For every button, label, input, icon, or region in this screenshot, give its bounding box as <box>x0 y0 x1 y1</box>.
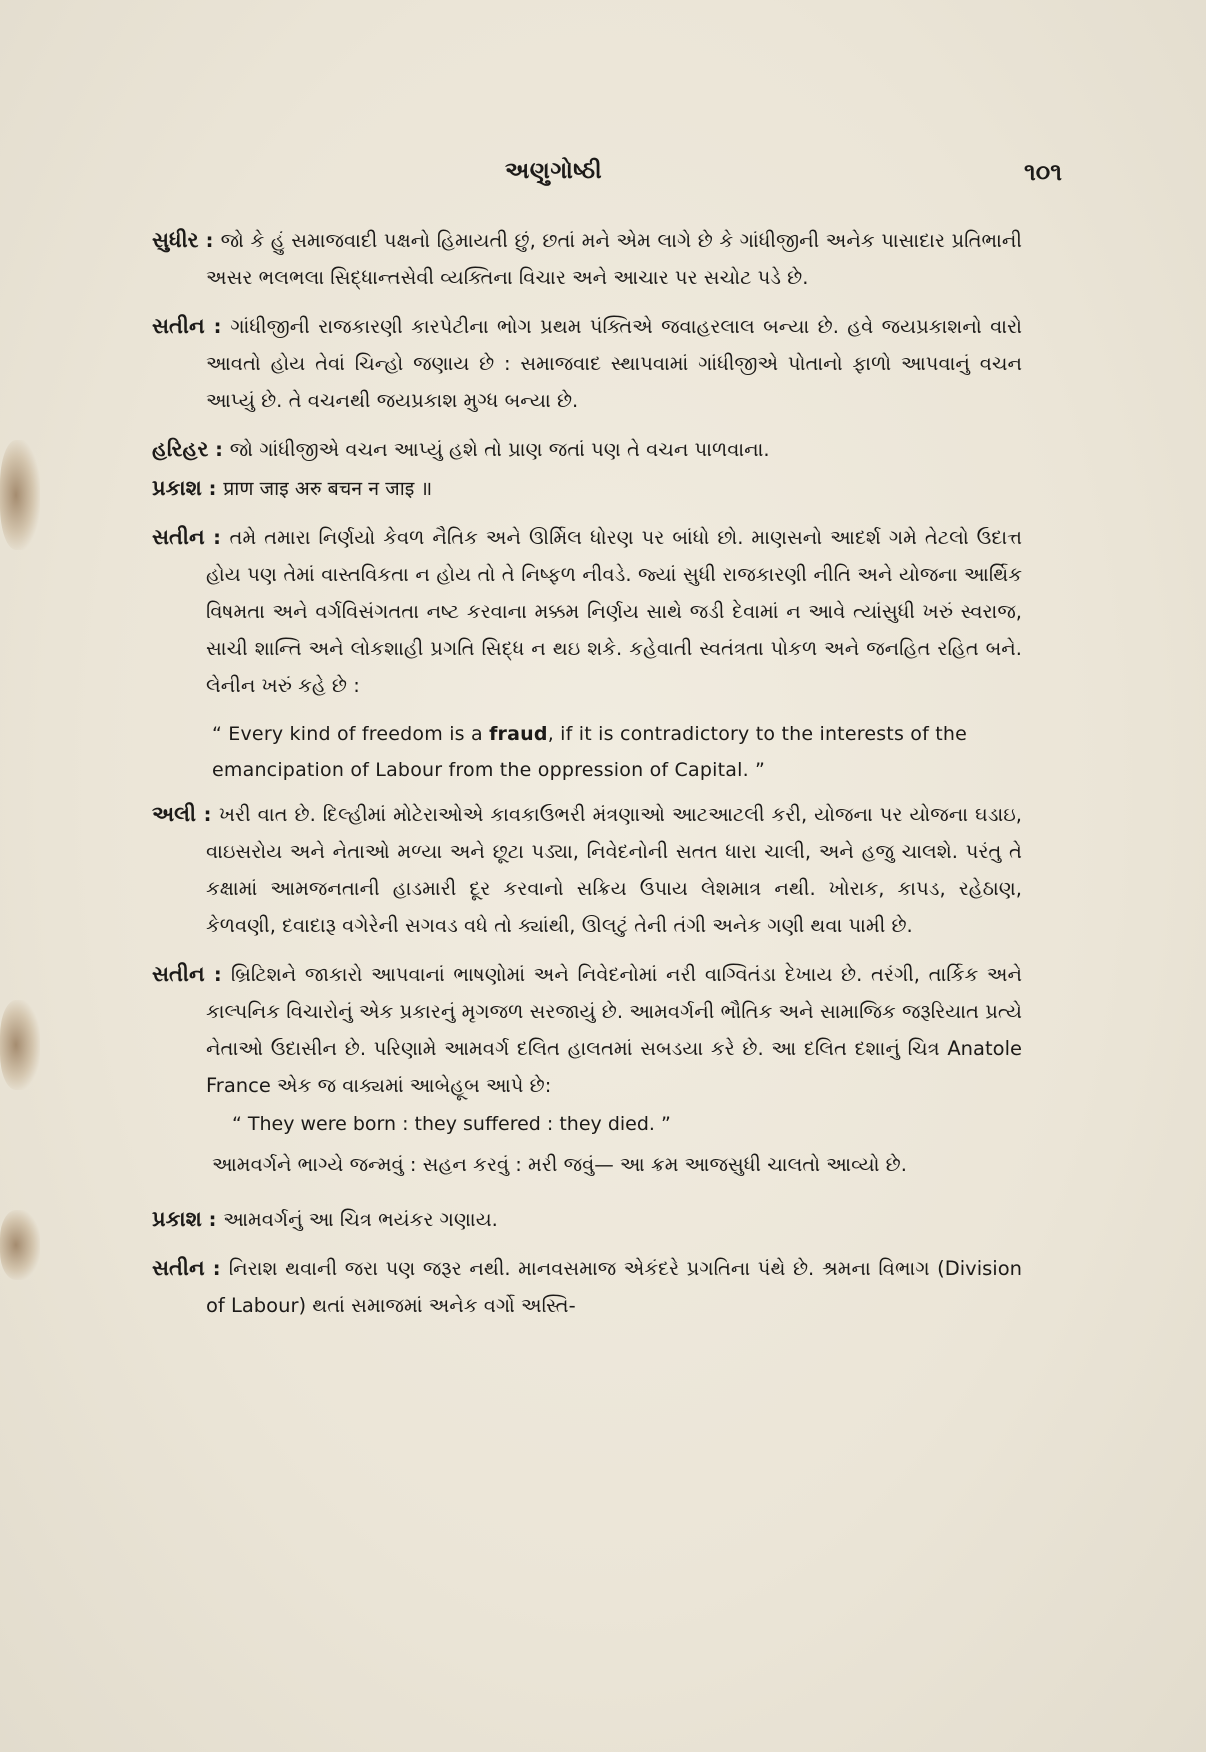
speaker-name: અલી <box>152 802 197 826</box>
page-header <box>150 158 1062 198</box>
dialogue-text: ખરી વાત છે. દિલ્હીમાં મોટેરાઓએ કાવકાઉભરી મંત્રણાઓ આટઆટલી કરી, યોજના પર યોજના ઘડાઇ, વાઇસરોય અને નેતાઓ મળ્યા અને છૂટા પડ્યા, નિવેદનોની સતત ધારા ચાલી, અને હજુ ચાલશે. પરંતુ તે કક્ષામાં આમજનતાની હાડમારી દૂર કરવાનો સક્રિય ઉપાય લેશમાત્ર નથી. ખોરાક, કાપડ, રહેઠાણ, કેળવણી, દવાદારૂ વગેરેની સગવડ વધે તો ક્યાંથી, ઊલટું તેની તંગી અનેક ગણી થવા પામી છે. <box>206 803 1022 937</box>
binding-stain <box>0 1210 40 1280</box>
dialogue-text: આમવર્ગનું આ ચિત્ર ભયંકર ગણાય. <box>223 1208 498 1231</box>
binding-stain <box>0 1000 40 1090</box>
dialogue-paragraph: સતીન : બ્રિટિશને જાકારો આપવાનાં ભાષણોમાં અને નિવેદનોમાં નરી વાગ્વિતંડા દેખાય છે. તરંગી, તાર્કિક અને કાલ્પનિક વિચારોનું એક પ્રકારનું મૃગજળ સરજાયું છે. આમવર્ગની ભૌતિક અને સામાજિક જરૂરિયાત પ્રત્યે નેતાઓ ઉદાસીન છે. પરિણામે આમવર્ગ દલિત હાલતમાં સબડયા કરે છે. આ દલિત દશાનું ચિત્ર Anatole France એક જ વાક્યમાં આબેહૂબ આપે છે: <box>152 962 1022 1097</box>
dialogue-text: જો કે હું સમાજવાદી પક્ષનો હિમાયતી છું, છતાં મને એમ લાગે છે કે ગાંધીજીની અનેક પાસાદાર પ્રતિભાની અસર ભલભલા સિદ્ધાન્તસેવી વ્યક્તિના વિચાર અને આચાર પર સચોટ પડે છે. <box>206 229 1022 289</box>
page-body <box>152 222 1022 1336</box>
dialogue-paragraph: પ્રકાશ : प्राण जाइ अरु बचन न जाइ ॥ <box>152 476 433 500</box>
speaker-name: પ્રકાશ <box>152 1207 202 1231</box>
dialogue-paragraph: સતીન : તમે તમારા નિર્ણયો કેવળ નૈતિક અને ઊર્મિલ ધોરણ પર બાંધો છો. માણસનો આદર્શ ગમે તેટલો ઉદાત્ત હોય પણ તેમાં વાસ્તવિકતા ન હોય તો તે નિષ્ફળ નીવડે. જ્યાં સુધી રાજકારણી નીતિ અને યોજના આર્થિક વિષમતા અને વર્ગવિસંગતતા નષ્ટ કરવાના મક્કમ નિર્ણય સાથે જડી દેવામાં ન આવે ત્યાંસુધી ખરું સ્વરાજ, સાચી શાન્તિ અને લોકશાહી પ્રગતિ સિદ્ધ ન થઇ શકે. કહેવાતી સ્વતંત્રતા પોકળ અને જનહિત રહિત બને. લેનીન ખરું કહે છે : <box>152 525 1022 697</box>
quote-text: , if it is contradictory to the interests of the emancipation of Labour from the oppression of Capital. ” <box>212 723 968 781</box>
speaker-name: સતીન <box>152 525 205 549</box>
speaker-name: હરિહર <box>152 437 209 461</box>
anatole-france-quote: “ They were born : they suffered : they died. ” <box>232 1113 671 1135</box>
dialogue-paragraph: સુધીર : જો કે હું સમાજવાદી પક્ષનો હિમાયતી છું, છતાં મને એમ લાગે છે કે ગાંધીજીની અનેક પાસાદાર પ્રતિભાની અસર ભલભલા સિદ્ધાન્તસેવી વ્યક્તિના વિચાર અને આચાર પર સચોટ પડે છે. <box>152 228 1022 289</box>
lenin-quote <box>212 716 992 788</box>
page-number: ૧૦૧ <box>1024 158 1062 186</box>
dialogue-paragraph: સતીન : ગાંધીજીની રાજકારણી કારપેટીના ભોગ પ્રથમ પંક્તિએ જવાહરલાલ બન્યા છે. હવે જયપ્રકાશનો વારો આવતો હોય તેવાં ચિન્હો જણાય છે : સમાજવાદ સ્થાપવામાં ગાંધીજીએ પોતાનો ફાળો આપવાનું વચન આપ્યું છે. તે વચનથી જયપ્રકાશ મુગ્ધ બન્યા છે. <box>152 314 1022 412</box>
quote-text: “ Every kind of freedom is a <box>212 723 490 745</box>
speaker-name: પ્રકાશ <box>152 476 202 500</box>
dialogue-text: ગાંધીજીની રાજકારણી કારપેટીના ભોગ પ્રથમ પંક્તિએ જવાહરલાલ બન્યા છે. હવે જયપ્રકાશનો વારો આવતો હોય તેવાં ચિન્હો જણાય છે : સમાજવાદ સ્થાપવામાં ગાંધીજીએ પોતાનો ફાળો આપવાનું વચન આપ્યું છે. તે વચનથી જયપ્રકાશ મુગ્ધ બન્યા છે. <box>206 315 1022 412</box>
dialogue-text: તમે તમારા નિર્ણયો કેવળ નૈતિક અને ઊર્મિલ ધોરણ પર બાંધો છો. માણસનો આદર્શ ગમે તેટલો ઉદાત્ત હોય પણ તેમાં વાસ્તવિકતા ન હોય તો તે નિષ્ફળ નીવડે. જ્યાં સુધી રાજકારણી નીતિ અને યોજના આર્થિક વિષમતા અને વર્ગવિસંગતતા નષ્ટ કરવાના મક્કમ નિર્ણય સાથે જડી દેવામાં ન આવે ત્યાંસુધી ખરું સ્વરાજ, સાચી શાન્તિ અને લોકશાહી પ્રગતિ સિદ્ધ ન થઇ શકે. કહેવાતી સ્વતંત્રતા પોકળ અને જનહિત રહિત બને. લેનીન ખરું કહે છે : <box>206 526 1022 697</box>
dialogue-paragraph: પ્રકાશ : આમવર્ગનું આ ચિત્ર ભયંકર ગણાય. <box>152 1207 498 1231</box>
dialogue-text: प्राण जाइ अरु बचन न जाइ ॥ <box>223 477 433 500</box>
dialogue-paragraph: અલી : ખરી વાત છે. દિલ્હીમાં મોટેરાઓએ કાવકાઉભરી મંત્રણાઓ આટઆટલી કરી, યોજના પર યોજના ઘડાઇ, વાઇસરોય અને નેતાઓ મળ્યા અને છૂટા પડ્યા, નિવેદનોની સતત ધારા ચાલી, અને હજુ ચાલશે. પરંતુ તે કક્ષામાં આમજનતાની હાડમારી દૂર કરવાનો સક્રિય ઉપાય લેશમાત્ર નથી. ખોરાક, કાપડ, રહેઠાણ, કેળવણી, દવાદારૂ વગેરેની સગવડ વધે તો ક્યાંથી, ઊલટું તેની તંગી અનેક ગણી થવા પામી છે. <box>152 802 1022 937</box>
speaker-name: સુધીર <box>152 228 199 252</box>
dialogue-paragraph: હરિહર : જો ગાંધીજીએ વચન આપ્યું હશે તો પ્રાણ જતાં પણ તે વચન પાળવાના. <box>152 437 770 461</box>
speaker-name: સતીન <box>152 962 205 986</box>
speaker-name: સતીન <box>152 314 205 338</box>
dialogue-paragraph: સતીન : નિરાશ થવાની જરા પણ જરૂર નથી. માનવસમાજ એકંદરે પ્રગતિના પંથે છે. શ્રમના વિભાગ (Division of Labour) થતાં સમાજમાં અનેક વર્ગો અસ્તિ- <box>152 1256 1022 1317</box>
running-title: અણુગોષ્ઠી <box>505 158 603 184</box>
binding-stain <box>0 440 40 550</box>
quote-explanation: આમવર્ગને ભાગ્યે જન્મવું : સહન કરવું : મરી જવું— આ ક્રમ આજસુધી ચાલતો આવ્યો છે. <box>212 1153 907 1176</box>
dialogue-text: જો ગાંધીજીએ વચન આપ્યું હશે તો પ્રાણ જતાં પણ તે વચન પાળવાના. <box>229 438 770 461</box>
dialogue-text: બ્રિટિશને જાકારો આપવાનાં ભાષણોમાં અને નિવેદનોમાં નરી વાગ્વિતંડા દેખાય છે. તરંગી, તાર્કિક અને કાલ્પનિક વિચારોનું એક પ્રકારનું મૃગજળ સરજાયું છે. આમવર્ગની ભૌતિક અને સામાજિક જરૂરિયાત પ્રત્યે નેતાઓ ઉદાસીન છે. પરિણામે આમવર્ગ દલિત હાલતમાં સબડયા કરે છે. આ દલિત દશાનું ચિત્ર Anatole France એક જ વાક્યમાં આબેહૂબ આપે છે: <box>206 963 1022 1097</box>
dialogue-text: નિરાશ થવાની જરા પણ જરૂર નથી. માનવસમાજ એકંદરે પ્રગતિના પંથે છે. શ્રમના વિભાગ (Division of Labour) થતાં સમાજમાં અનેક વર્ગો અસ્તિ- <box>206 1257 1022 1317</box>
quote-emphasis: fraud <box>489 723 548 745</box>
speaker-name: સતીન <box>152 1256 205 1280</box>
